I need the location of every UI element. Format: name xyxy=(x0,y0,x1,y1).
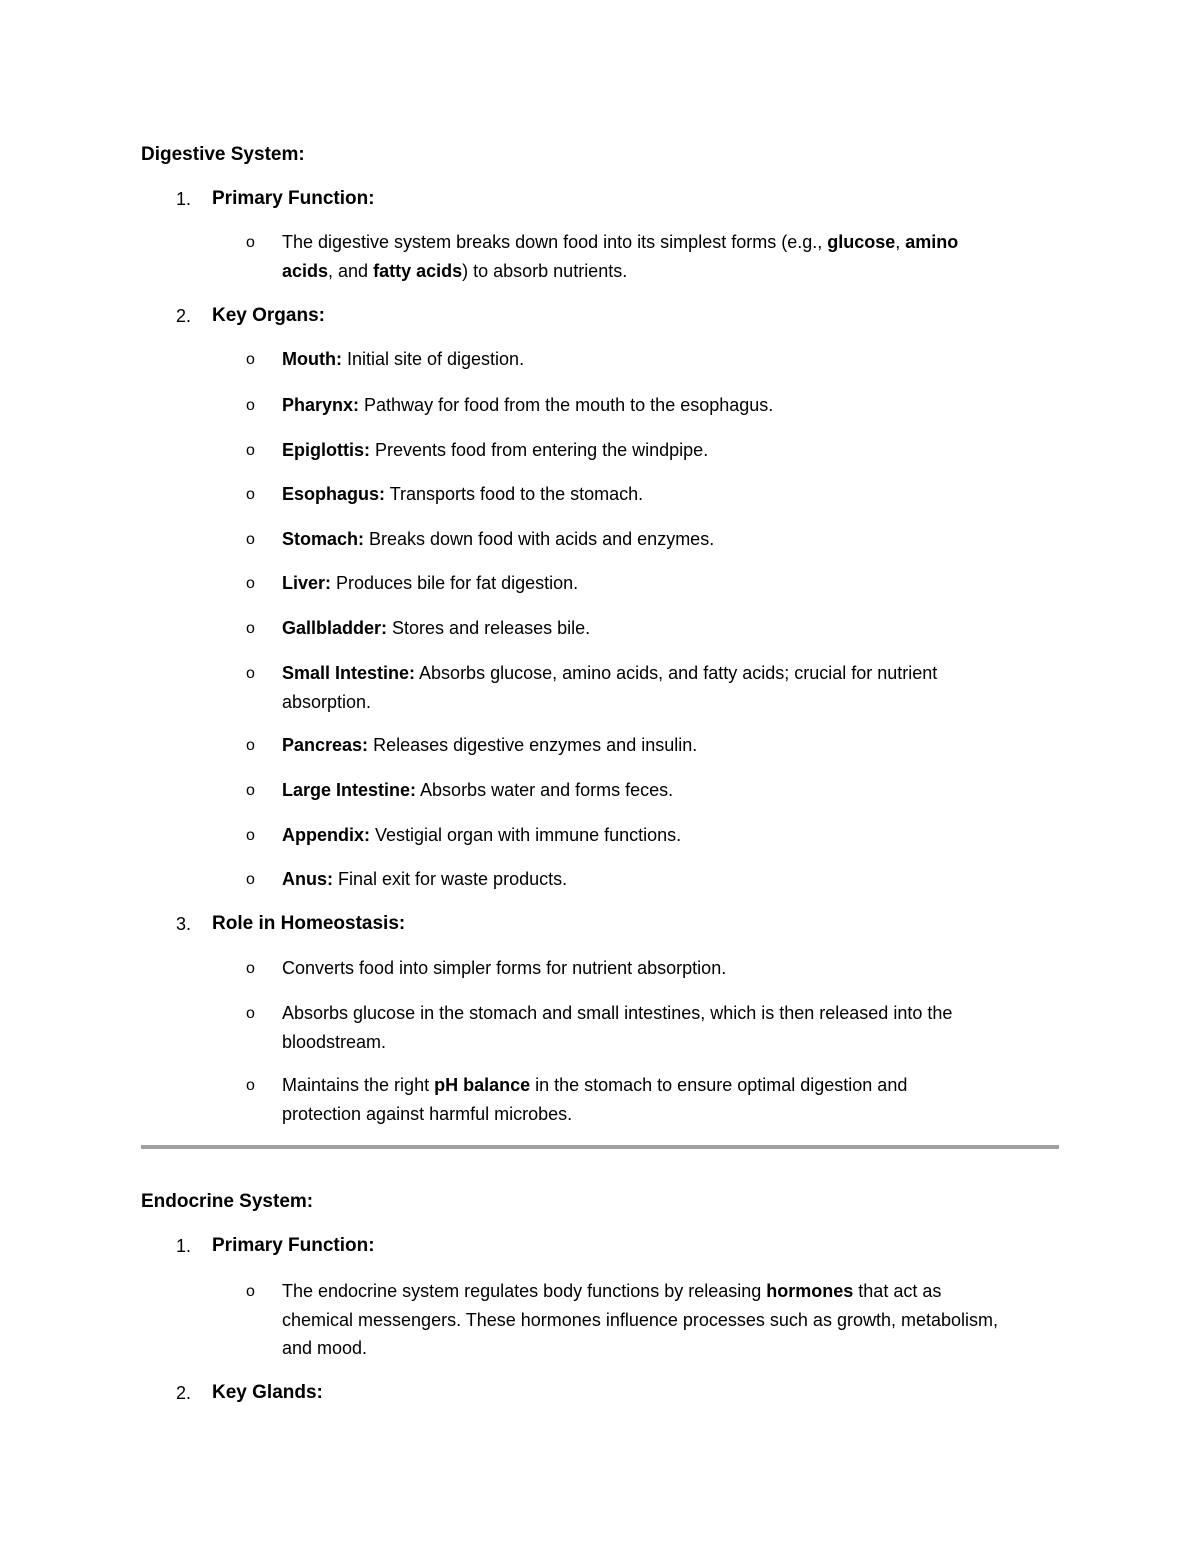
bold-term: pH balance xyxy=(434,1075,531,1095)
bullet-marker: o xyxy=(246,737,255,754)
text-run: Stores and releases bile. xyxy=(387,618,591,638)
bullet-marker: o xyxy=(246,1283,255,1300)
section-label: Key Glands: xyxy=(212,1382,323,1403)
text-run: and mood. xyxy=(282,1338,368,1358)
text-run: Converts food into simpler forms for nutrient absorption. xyxy=(282,958,727,978)
endocrine-system-heading: Endocrine System: xyxy=(141,1191,314,1212)
bullet-text xyxy=(282,1075,907,1096)
bold-term: Epiglottis: xyxy=(282,440,370,460)
text-run: Initial site of digestion. xyxy=(341,349,525,369)
bullet-text xyxy=(282,735,697,756)
text-run: that act as xyxy=(853,1281,942,1301)
text-run: Absorbs glucose in the stomach and small intestines, which is then released into the xyxy=(282,1003,953,1023)
bullet-marker: o xyxy=(246,442,255,459)
bold-term: Large Intestine: xyxy=(282,780,417,800)
bullet-text xyxy=(282,618,590,639)
bullet-marker: o xyxy=(246,827,255,844)
bullet-marker: o xyxy=(246,234,255,251)
text-run: protection against harmful microbes. xyxy=(282,1104,573,1124)
bullet-marker: o xyxy=(246,575,255,592)
bullet-marker: o xyxy=(246,665,255,682)
bullet-marker: o xyxy=(246,871,255,888)
bullet-marker: o xyxy=(246,351,255,368)
list-number: 2. xyxy=(176,306,192,326)
section-label: Primary Function: xyxy=(212,1235,375,1256)
bullet-text xyxy=(282,692,371,713)
text-run: Pathway for food from the mouth to the esophagus. xyxy=(359,395,774,415)
bullet-text xyxy=(282,1032,386,1053)
bold-term: Liver: xyxy=(282,573,332,593)
section-label: Role in Homeostasis: xyxy=(212,913,406,934)
bullet-text xyxy=(282,573,578,594)
bullet-text xyxy=(282,232,958,253)
text-run: Final exit for waste products. xyxy=(333,869,568,889)
bullet-text xyxy=(282,780,673,801)
bullet-marker: o xyxy=(246,1005,255,1022)
bullet-marker: o xyxy=(246,960,255,977)
bullet-text xyxy=(282,349,524,370)
text-run: Breaks down food with acids and enzymes. xyxy=(364,529,715,549)
text-run: absorption. xyxy=(282,692,372,712)
text-run: Releases digestive enzymes and insulin. xyxy=(368,735,698,755)
text-run: The digestive system breaks down food into its simplest forms (e.g., xyxy=(282,232,828,252)
bullet-marker: o xyxy=(246,782,255,799)
bold-term: glucose xyxy=(827,232,896,252)
bullet-marker: o xyxy=(246,531,255,548)
bold-term: amino xyxy=(905,232,959,252)
bullet-text xyxy=(282,1003,952,1024)
section-label: Primary Function: xyxy=(212,188,375,209)
bold-term: Appendix: xyxy=(282,825,370,845)
bullet-text xyxy=(282,663,937,684)
text-run: The endocrine system regulates body functions by releasing xyxy=(282,1281,767,1301)
bullet-text xyxy=(282,1281,941,1302)
text-run: , xyxy=(895,232,906,252)
bold-term: Small Intestine: xyxy=(282,663,416,683)
bullet-text xyxy=(282,1104,572,1125)
bullet-text xyxy=(282,395,773,416)
list-number: 2. xyxy=(176,1383,192,1403)
text-run: Absorbs water and forms feces. xyxy=(416,780,674,800)
text-run: in the stomach to ensure optimal digestion and xyxy=(530,1075,908,1095)
list-number: 1. xyxy=(176,1236,192,1256)
bullet-text xyxy=(282,869,567,890)
bullet-text xyxy=(282,529,714,550)
digestive-system-heading: Digestive System: xyxy=(141,144,305,165)
bold-term: acids xyxy=(282,261,329,281)
list-number: 1. xyxy=(176,189,192,209)
bold-term: Mouth: xyxy=(282,349,342,369)
text-run: Maintains the right xyxy=(282,1075,435,1095)
bold-term: Pharynx: xyxy=(282,395,360,415)
text-run: Vestigial organ with immune functions. xyxy=(370,825,682,845)
bold-term: Gallbladder: xyxy=(282,618,388,638)
text-run: Absorbs glucose, amino acids, and fatty acids; crucial for nutrient xyxy=(415,663,938,683)
bold-term: Stomach: xyxy=(282,529,365,549)
bullet-marker: o xyxy=(246,397,255,414)
list-number: 3. xyxy=(176,914,192,934)
text-run: Produces bile for fat digestion. xyxy=(331,573,579,593)
bullet-text xyxy=(282,958,726,979)
text-run: ) to absorb nutrients. xyxy=(462,261,628,281)
bullet-marker: o xyxy=(246,1077,255,1094)
bullet-text xyxy=(282,825,681,846)
bold-term: Anus: xyxy=(282,869,333,889)
bullet-marker: o xyxy=(246,486,255,503)
text-run: , and xyxy=(328,261,374,281)
bold-term: fatty acids xyxy=(373,261,463,281)
bold-term: Pancreas: xyxy=(282,735,369,755)
text-run: Prevents food from entering the windpipe. xyxy=(370,440,709,460)
bullet-marker: o xyxy=(246,620,255,637)
horizontal-divider xyxy=(141,1145,1059,1149)
bold-term: hormones xyxy=(766,1281,854,1301)
bullet-text xyxy=(282,1310,998,1331)
text-run: bloodstream. xyxy=(282,1032,387,1052)
section-label: Key Organs: xyxy=(212,305,325,326)
bold-term: Esophagus: xyxy=(282,484,386,504)
bullet-text xyxy=(282,261,627,282)
bullet-text xyxy=(282,1338,367,1359)
text-run: chemical messengers. These hormones influence processes such as growth, metabolism, xyxy=(282,1310,999,1330)
bullet-text xyxy=(282,440,708,461)
bullet-text xyxy=(282,484,643,505)
text-run: Transports food to the stomach. xyxy=(385,484,644,504)
